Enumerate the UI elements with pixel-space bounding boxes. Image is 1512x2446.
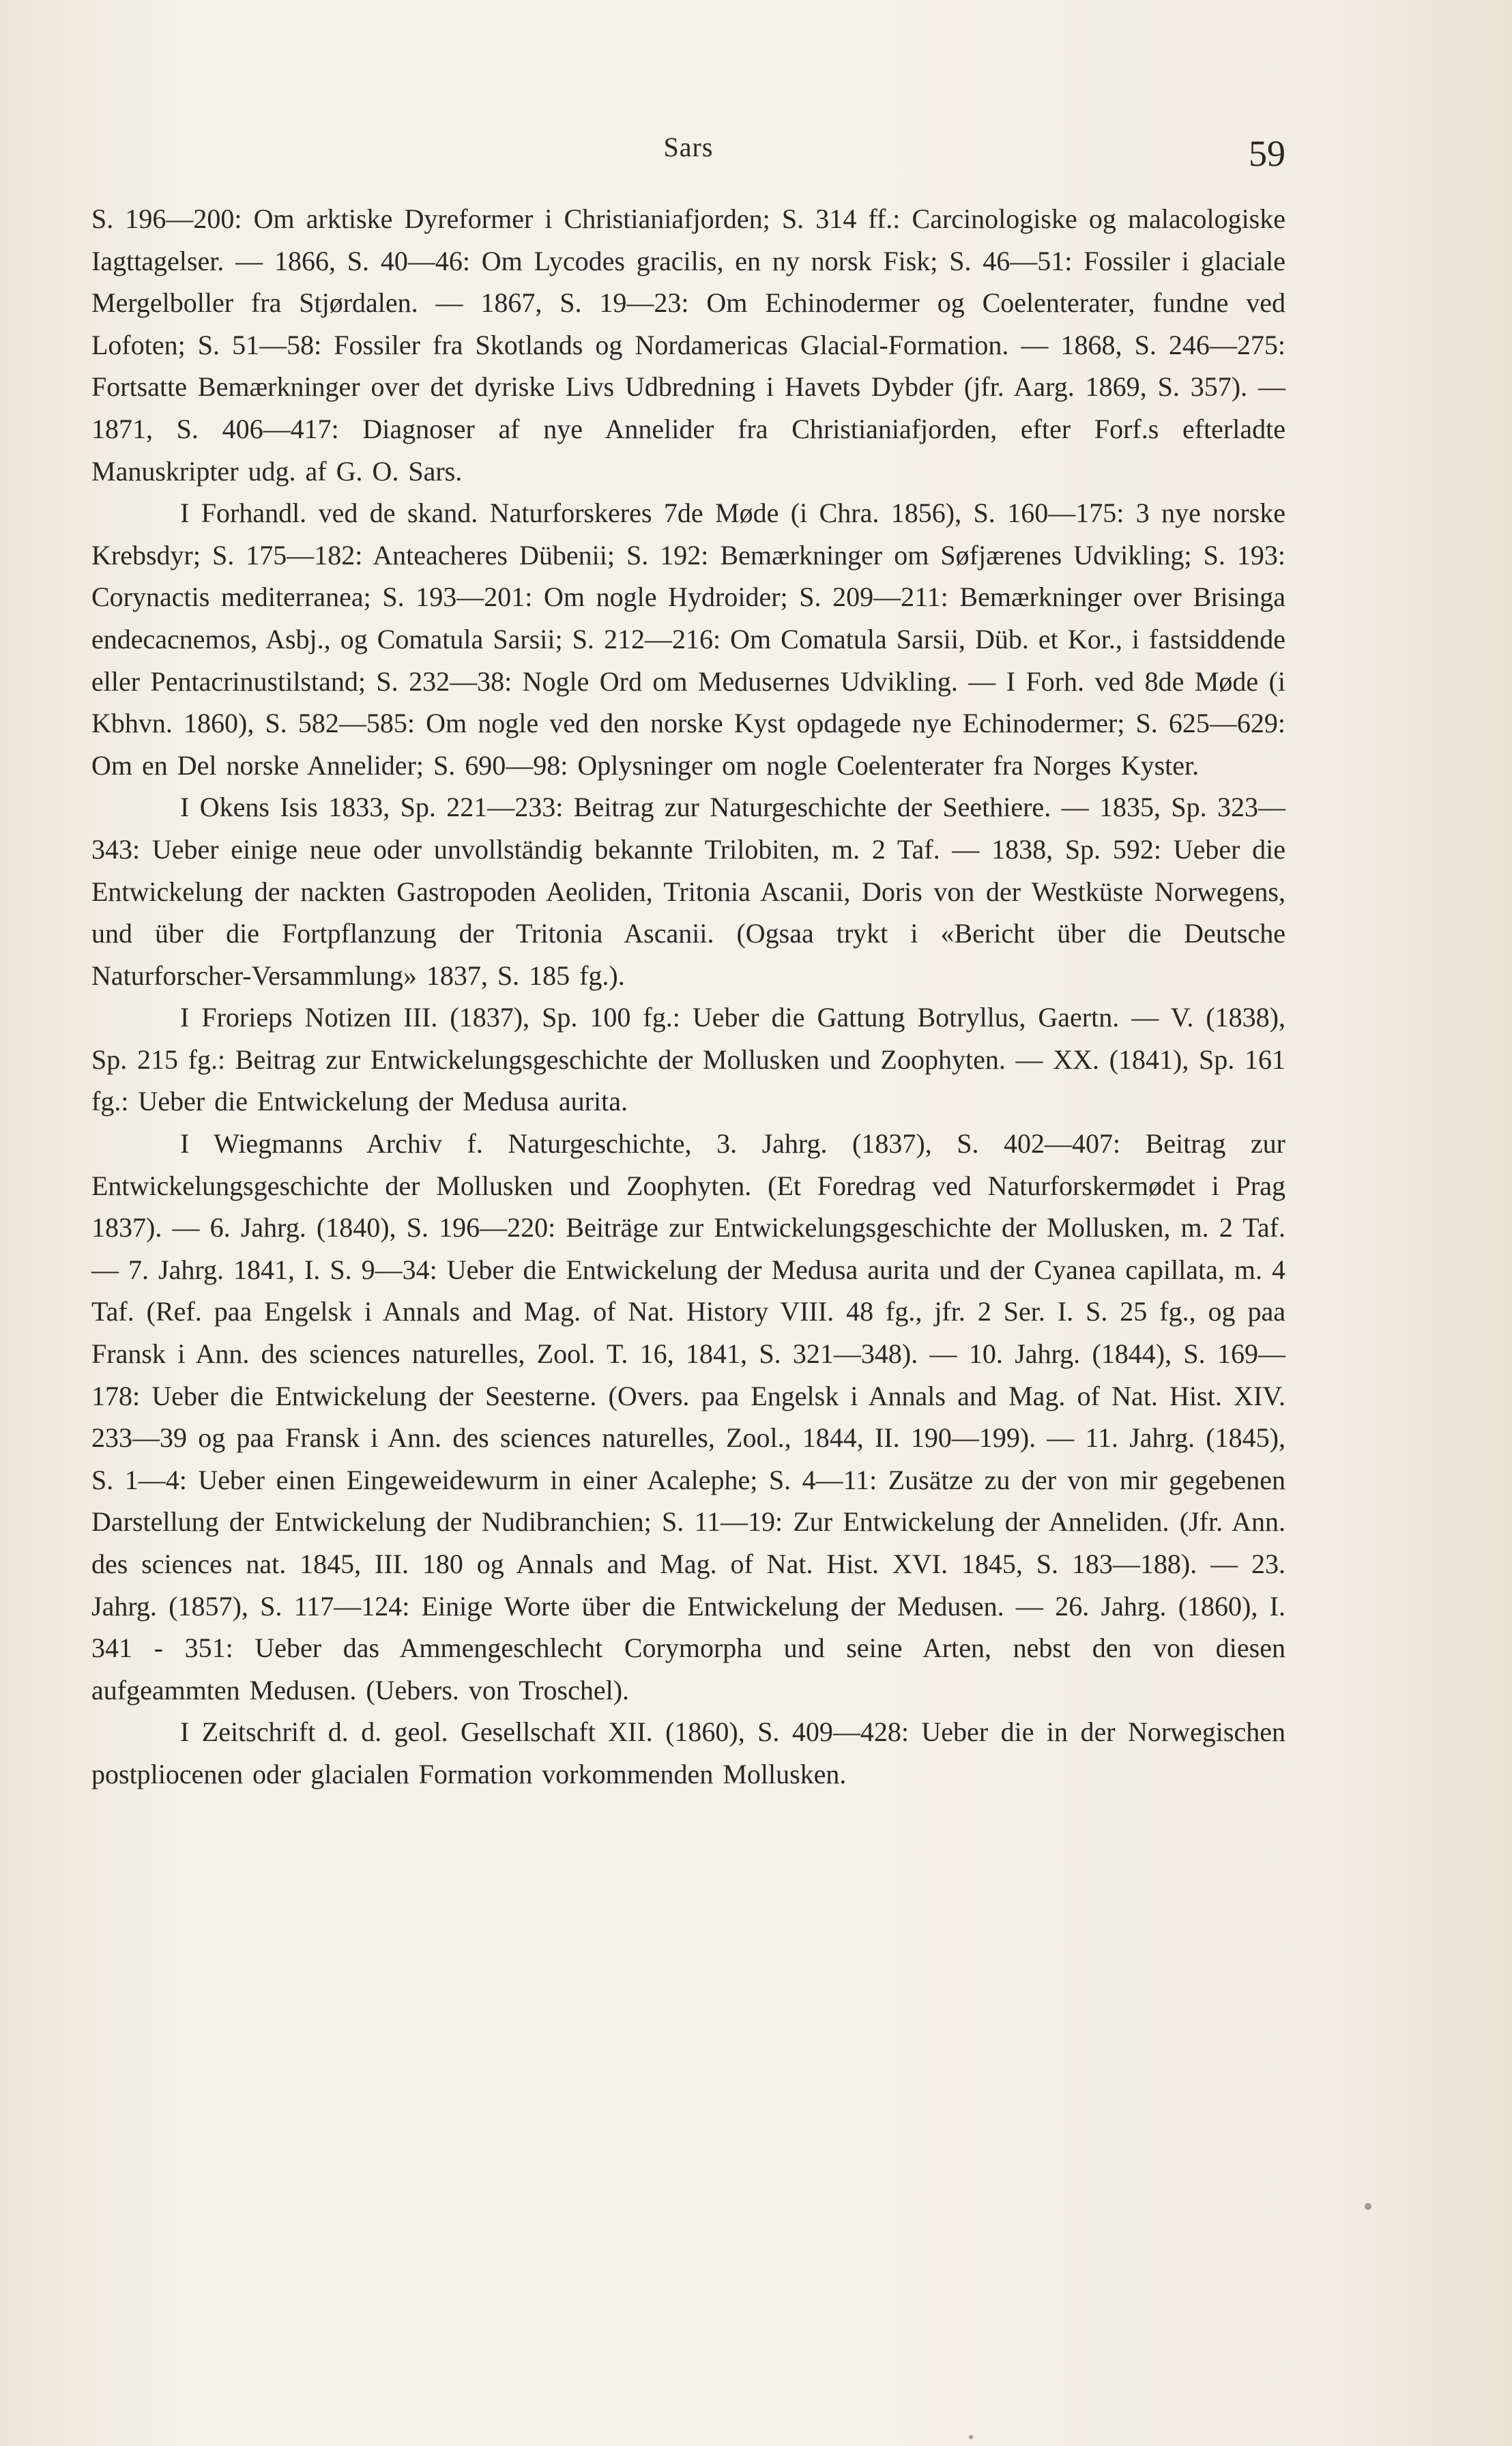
paragraph-zeitschrift: I Zeitschrift d. d. geol. Gesellschaft XII. (1860), S. 409—428: Ueber die in der Norwegischen postpliocenen oder glacialen Formation vorkommenden Mollusken.	[91, 1716, 1285, 1789]
paper-speck	[1365, 2203, 1371, 2210]
running-head: Sars	[663, 132, 714, 162]
page-header	[91, 123, 1285, 177]
paragraph-continuation: S. 196—200: Om arktiske Dyreformer i Christianiafjorden; S. 314 ff.: Carcinologiske og malacologiske Iagttagelser. — 1866, S. 40—46: Om Lycodes gracilis, en ny norsk Fisk; S. 46—51: Fossiler i glaciale Mergelboller fra Stjørdalen. — 1867, S. 19—23: Om Echinodermer og Coelenterater, fundne ved Lofoten; S. 51—58: Fossiler fra Skotlands og Nordamericas Glacial-Formation. — 1868, S. 246—275: Fortsatte Bemærkninger over det dyriske Livs Udbredning i Havets Dybder (jfr. Aarg. 1869, S. 357). — 1871, S. 406—417: Diagnoser af nye Annelider fra Christianiafjorden, efter Forf.s efterladte Manuskripter udg. af G. O. Sars.	[91, 203, 1285, 487]
paper-speck	[969, 2435, 973, 2439]
paragraph-forhandl: I Forhandl. ved de skand. Naturforskeres 7de Møde (i Chra. 1856), S. 160—175: 3 nye norske Krebsdyr; S. 175—182: Anteacheres Dübenii; S. 192: Bemærkninger om Søfjærenes Udvikling; S. 193: Corynactis mediterranea; S. 193—201: Om nogle Hydroider; S. 209—211: Bemærkninger over Brisinga endecacnemos, Asbj., og Comatula Sarsii; S. 212—216: Om Comatula Sarsii, Düb. et Kor., i fastsiddende eller Pentacrinustilstand; S. 232—38: Nogle Ord om Medusernes Udvikling. — I Forh. ved 8de Møde (i Kbhvn. 1860), S. 582—585: Om nogle ved den norske Kyst opdagede nye Echinodermer; S. 625—629: Om en Del norske Annelider; S. 690—98: Oplysninger om nogle Coelenterater fra Norges Kyster.	[91, 498, 1285, 781]
paragraph-frorieps-notizen: I Frorieps Notizen III. (1837), Sp. 100 fg.: Ueber die Gattung Botryllus, Gaertn. — V. (1838), Sp. 215 fg.: Beitrag zur Entwickelungsgeschichte der Mollusken und Zoophyten. — XX. (1841), Sp. 161 fg.: Ueber die Entwickelung der Medusa aurita.	[91, 1002, 1285, 1117]
paragraph-okens-isis: I Okens Isis 1833, Sp. 221—233: Beitrag zur Naturgeschichte der Seethiere. — 1835, Sp. 323—343: Ueber einige neue oder unvollständig bekannte Trilobiten, m. 2 Taf. — 1838, Sp. 592: Ueber die Entwickelung der nackten Gastropoden Aeoliden, Tritonia Ascanii, Doris von der Westküste Norwegens, und über die Fortpflanzung der Tritonia Ascanii. (Ogsaa trykt i «Bericht über die Deutsche Naturforscher-Versammlung» 1837, S. 185 fg.).	[91, 792, 1285, 991]
bibliography-text	[91, 198, 1285, 1796]
page-number: 59	[1249, 133, 1285, 174]
paragraph-wiegmanns-archiv: I Wiegmanns Archiv f. Naturgeschichte, 3. Jahrg. (1837), S. 402—407: Beitrag zur Entwickelungsgeschichte der Mollusken und Zoophyten. (Et Foredrag ved Naturforskermødet i Prag 1837). — 6. Jahrg. (1840), S. 196—220: Beiträge zur Entwickelungsgeschichte der Mollusken, m. 2 Taf. — 7. Jahrg. 1841, I. S. 9—34: Ueber die Entwickelung der Medusa aurita und der Cyanea capillata, m. 4 Taf. (Ref. paa Engelsk i Annals and Mag. of Nat. History VIII. 48 fg., jfr. 2 Ser. I. S. 25 fg., og paa Fransk i Ann. des sciences naturelles, Zool. T. 16, 1841, S. 321—348). — 10. Jahrg. (1844), S. 169—178: Ueber die Entwickelung der Seesterne. (Overs. paa Engelsk i Annals and Mag. of Nat. Hist. XIV. 233—39 og paa Fransk i Ann. des sciences naturelles, Zool., 1844, II. 190—199). — 11. Jahrg. (1845), S. 1—4: Ueber einen Eingeweidewurm in einer Acalephe; S. 4—11: Zusätze zu der von mir gegebenen Darstellung der Entwickelung der Nudibranchien; S. 11—19: Zur Entwickelung der Anneliden. (Jfr. Ann. des sciences nat. 1845, III. 180 og Annals and Mag. of Nat. Hist. XVI. 1845, S. 183—188). — 23. Jahrg. (1857), S. 117—124: Einige Worte über die Entwickelung der Medusen. — 26. Jahrg. (1860), I. 341 - 351: Ueber das Ammengeschlecht Corymorpha und seine Arten, nebst den von diesen aufgeammten Medusen. (Uebers. von Troschel).	[91, 1128, 1285, 1706]
